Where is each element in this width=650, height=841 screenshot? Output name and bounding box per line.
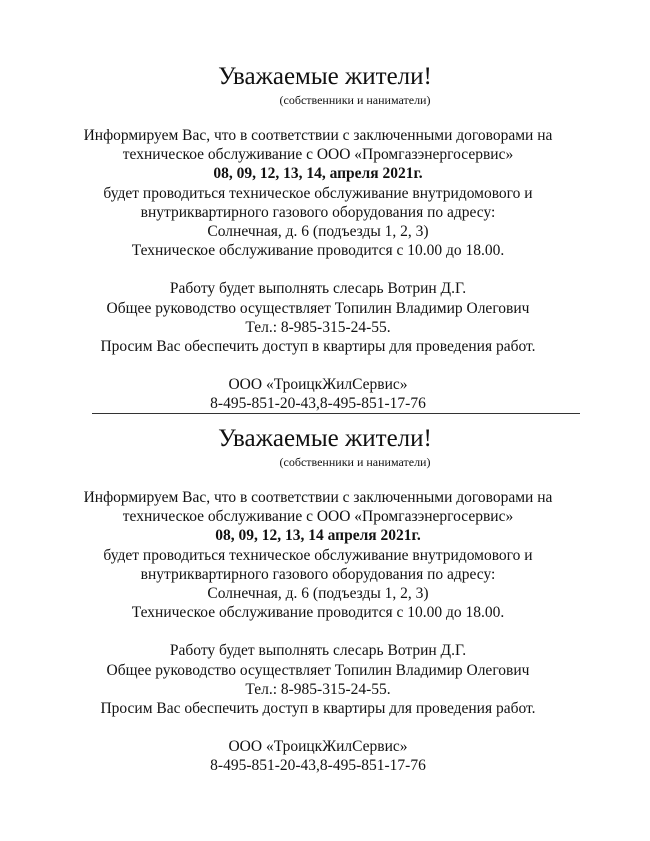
service-hours: Техническое обслуживание проводится с 10.00 до 18.00.	[131, 242, 505, 260]
work-line-1: будет проводиться техническое обслуживание внутридомового и	[103, 184, 533, 202]
service-dates: 08, 09, 12, 13, 14, апреля 2021г.	[213, 165, 423, 183]
notice-top	[0, 62, 650, 414]
work-line-2: внутриквартирного газового оборудования по адресу:	[140, 203, 496, 221]
notice-body	[0, 488, 650, 776]
contact-phone: Тел.: 8-985-315-24-55.	[245, 680, 391, 698]
access-request: Просим Вас обеспечить доступ в квартиры для проведения работ.	[100, 338, 536, 356]
company-phones: 8-495-851-20-43,8-495-851-17-76	[210, 757, 426, 775]
manager-line: Общее руководство осуществляет Топилин Владимир Олегович	[106, 661, 530, 679]
notice-subtitle: (собственники и наниматели)	[279, 455, 431, 469]
company-name: ООО «ТроицкЖилСервис»	[228, 738, 408, 756]
intro-line-1: Информируем Вас, что в соответствии с заключенными договорами на	[83, 127, 553, 144]
service-hours: Техническое обслуживание проводится с 10.00 до 18.00.	[131, 604, 505, 622]
service-dates: 08, 09, 12, 13, 14 апреля 2021г.	[215, 527, 421, 545]
worker-line: Работу будет выполнять слесарь Вотрин Д.Г.	[169, 642, 467, 660]
worker-line: Работу будет выполнять слесарь Вотрин Д.Г.	[169, 280, 467, 298]
work-line-2: внутриквартирного газового оборудования по адресу:	[140, 565, 496, 583]
notice-body	[0, 126, 650, 414]
notice-bottom	[0, 424, 650, 776]
company-phones: 8-495-851-20-43,8-495-851-17-76	[210, 395, 426, 413]
manager-line: Общее руководство осуществляет Топилин Владимир Олегович	[106, 299, 530, 317]
notice-title: Уважаемые жители!	[218, 425, 432, 452]
contact-phone: Тел.: 8-985-315-24-55.	[245, 318, 391, 336]
cut-line-divider	[92, 413, 580, 414]
intro-line-1: Информируем Вас, что в соответствии с заключенными договорами на	[83, 489, 553, 506]
company-name: ООО «ТроицкЖилСервис»	[228, 376, 408, 394]
service-address: Солнечная, д. 6 (подъезды 1, 2, 3)	[207, 223, 429, 241]
intro-line-2: техническое обслуживание с ООО «Промгазэнергосервис»	[122, 146, 514, 164]
notice-subtitle: (собственники и наниматели)	[279, 93, 431, 107]
intro-line-2: техническое обслуживание с ООО «Промгазэнергосервис»	[122, 508, 514, 526]
access-request: Просим Вас обеспечить доступ в квартиры для проведения работ.	[100, 700, 536, 718]
work-line-1: будет проводиться техническое обслуживание внутридомового и	[103, 546, 533, 564]
service-address: Солнечная, д. 6 (подъезды 1, 2, 3)	[207, 585, 429, 603]
notice-title: Уважаемые жители!	[218, 63, 432, 90]
